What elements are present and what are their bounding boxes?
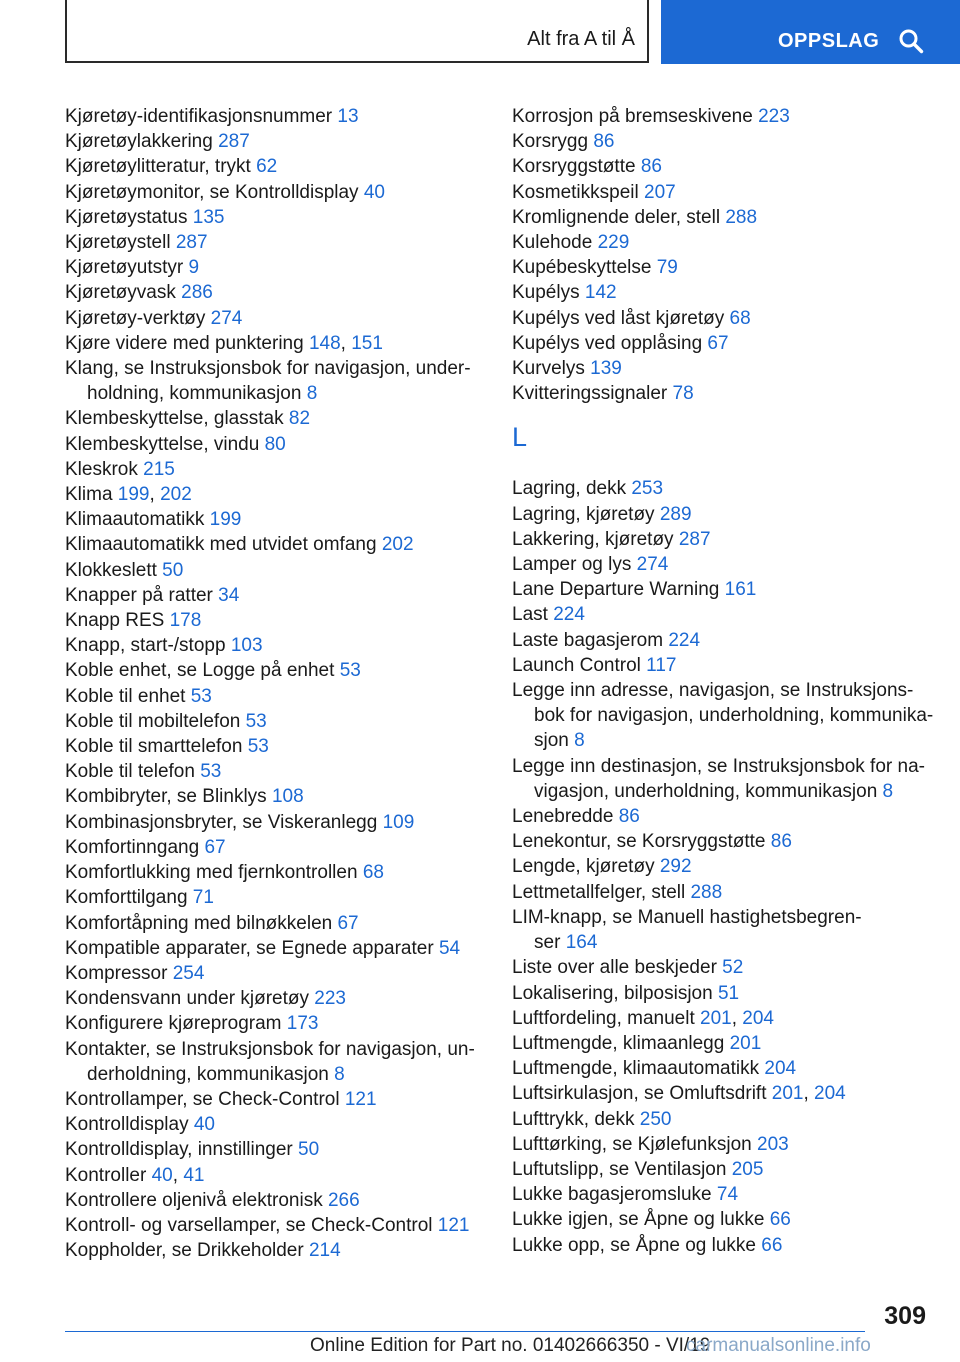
page-link[interactable]: 139 — [590, 358, 622, 380]
index-entry-text: Kombibryter, se Blinklys — [65, 786, 267, 808]
index-group-k — [512, 104, 932, 406]
index-entry-text: Kjøretøylitteratur, trykt — [65, 156, 251, 178]
page-link[interactable]: 204 — [764, 1058, 797, 1080]
index-entry-text: Kontakter, se Instruksjonsbok for navigasjon, un- — [65, 1038, 475, 1060]
index-entry — [65, 835, 485, 860]
index-entry — [65, 154, 485, 179]
index-entry — [65, 911, 485, 936]
index-entry — [512, 230, 932, 255]
index-entry — [65, 180, 485, 205]
page-link[interactable]: 201 — [729, 1032, 762, 1054]
page-link[interactable]: 224 — [553, 604, 585, 626]
page-link[interactable]: 173 — [286, 1013, 319, 1035]
index-entry — [65, 1213, 485, 1238]
index-entry — [512, 1056, 932, 1081]
page-link[interactable]: 199 — [209, 509, 242, 531]
page-link[interactable]: 288 — [690, 881, 723, 903]
index-entry — [65, 633, 485, 658]
index-entry — [65, 784, 485, 809]
index-entry-text: Kurvelys — [512, 358, 585, 380]
page-link[interactable]: 224 — [668, 629, 701, 651]
page-link[interactable]: 41 — [183, 1164, 205, 1186]
index-entry-text: Koble enhet, se Logge på enhet — [65, 660, 335, 682]
index-entry-text: Lamper og lys — [512, 554, 632, 576]
index-entry-text: Kvitteringssignaler — [512, 383, 668, 405]
index-entry-text: Klembeskyttelse, vindu — [65, 433, 260, 455]
index-entry — [65, 205, 485, 230]
index-column-left — [65, 104, 485, 1263]
index-entry — [512, 306, 932, 331]
index-entry-text: ser — [534, 932, 561, 954]
index-entry-text: Lagring, dekk — [512, 478, 627, 500]
index-entry — [65, 860, 485, 885]
page-link[interactable]: 108 — [271, 786, 304, 808]
index-entry-text: Kjøre videre med punktering — [65, 332, 304, 354]
index-entry-text: Klokkeslett — [65, 559, 157, 581]
index-entry-text: Kupélys ved opplåsing — [512, 332, 703, 354]
section-letter-heading: L — [512, 422, 528, 453]
index-entry-text: Lenebredde — [512, 806, 614, 828]
index-entry — [65, 406, 485, 431]
search-icon[interactable] — [898, 28, 924, 54]
page-link[interactable]: 287 — [218, 131, 250, 153]
page-link[interactable]: 62 — [256, 156, 278, 178]
index-entry — [65, 936, 485, 961]
index-entry — [65, 1238, 485, 1263]
index-entry — [512, 1132, 932, 1157]
page-link[interactable]: 67 — [707, 332, 729, 354]
header-chapter-tab[interactable] — [661, 0, 960, 64]
index-entry — [65, 129, 485, 154]
index-entry: Luftfordeling, manuelt 201, 204 — [512, 1007, 774, 1029]
index-entry — [65, 507, 485, 532]
index-entry — [512, 829, 932, 854]
index-entry — [512, 356, 932, 381]
page-link[interactable]: 53 — [245, 710, 267, 732]
index-entry-text: Kontrollere oljenivå elektronisk — [65, 1189, 323, 1211]
page-link[interactable]: 142 — [584, 282, 617, 304]
page-link[interactable]: 207 — [644, 181, 676, 203]
index-entry-text: Legge inn adresse, navigasjon, se Instruksjons- — [512, 680, 914, 702]
page-link[interactable]: 135 — [192, 206, 225, 228]
index-entry — [512, 1157, 932, 1182]
page-link[interactable]: 215 — [143, 458, 175, 480]
page-link[interactable]: 199 — [117, 484, 150, 506]
index-entry-text: Kjøretøy-verktøy — [65, 307, 206, 329]
page-link[interactable]: 86 — [770, 831, 792, 853]
index-entry — [512, 552, 932, 577]
page-link[interactable]: 203 — [757, 1133, 789, 1155]
index-entry-text: Kondensvann under kjøretøy — [65, 988, 309, 1010]
index-entry — [65, 356, 485, 406]
index-entry — [65, 684, 485, 709]
index-entry-text: Lagring, kjøretøy — [512, 503, 655, 525]
index-entry — [65, 608, 485, 633]
page-link[interactable]: 201 — [771, 1083, 804, 1105]
index-entry: Kjøre videre med punktering 148, 151 — [65, 332, 383, 354]
index-entry — [512, 280, 932, 305]
index-entry — [65, 810, 485, 835]
index-entry — [512, 804, 932, 829]
index-entry-text: Kjøretøymonitor, se Kontrolldisplay — [65, 181, 359, 203]
page-link[interactable]: 8 — [306, 383, 318, 405]
index-entry — [512, 331, 932, 356]
index-entry: Kontroller 40, 41 — [65, 1164, 205, 1186]
index-entry-text: Kjøretøyutstyr — [65, 257, 184, 279]
index-entry-text: Luftfordeling, manuelt — [512, 1007, 695, 1029]
index-entry-text: Legge inn destinasjon, se Instruksjonsbok for na- — [512, 755, 925, 777]
page-link[interactable]: 201 — [700, 1007, 732, 1029]
index-entry — [512, 905, 932, 955]
index-entry — [65, 306, 485, 331]
footer-divider — [65, 1331, 865, 1332]
index-entry-text: Klima — [65, 484, 113, 506]
page-link[interactable]: 214 — [308, 1240, 341, 1262]
index-entry-text: Kompressor — [65, 962, 168, 984]
page-link[interactable]: 34 — [218, 584, 240, 606]
index-entry — [65, 885, 485, 910]
index-entry-text: Koble til smarttelefon — [65, 736, 243, 758]
index-entry-text: Kupélys ved låst kjøretøy — [512, 307, 725, 329]
page-link[interactable]: 86 — [640, 156, 662, 178]
index-entry — [65, 432, 485, 457]
page-link[interactable]: 53 — [247, 736, 269, 758]
page-link[interactable]: 274 — [636, 554, 669, 576]
page-link[interactable]: 9 — [188, 257, 200, 279]
index-entry — [512, 476, 932, 501]
page-link[interactable]: 78 — [672, 383, 694, 405]
index-entry-text: Kjøretøyvask — [65, 282, 176, 304]
page-link[interactable]: 274 — [210, 307, 243, 329]
page-link[interactable]: 289 — [659, 503, 692, 525]
index-entry — [512, 129, 932, 154]
index-entry-text: Kupébeskyttelse — [512, 257, 652, 279]
index-entry-text: Lane Departure Warning — [512, 579, 720, 601]
page-link[interactable]: 8 — [574, 730, 585, 752]
page-link[interactable]: 50 — [298, 1139, 320, 1161]
index-entry — [65, 1137, 485, 1162]
index-entry — [512, 1182, 932, 1207]
index-entry-text: Lukke igjen, se Åpne og lukke — [512, 1209, 765, 1231]
page-link[interactable]: 204 — [742, 1007, 774, 1029]
page-link[interactable]: 287 — [175, 232, 208, 254]
index-entry — [65, 583, 485, 608]
page-link[interactable]: 13 — [337, 106, 359, 127]
index-entry — [65, 658, 485, 683]
page-link[interactable]: 66 — [769, 1209, 791, 1231]
page-link[interactable]: 68 — [362, 862, 384, 884]
index-entry-text: Kjøretøylakkering — [65, 131, 213, 153]
page-link[interactable]: 79 — [656, 257, 678, 279]
index-entry-text: Kontrolldisplay, innstillinger — [65, 1139, 293, 1161]
page-link[interactable]: 53 — [200, 761, 222, 783]
page-link[interactable]: 74 — [716, 1184, 739, 1206]
page-link[interactable]: 223 — [758, 106, 790, 127]
page-link[interactable]: 52 — [722, 957, 744, 979]
index-entry — [512, 180, 932, 205]
index-entry-text: Kromlignende deler, stell — [512, 206, 721, 228]
footer-watermark: carmanualsonline.info — [686, 1335, 871, 1356]
index-entry — [65, 759, 485, 784]
page-link[interactable]: 82 — [288, 408, 311, 430]
index-entry-text: Lukke bagasjeromsluke — [512, 1184, 712, 1206]
index-entry-text: Knapper på ratter — [65, 584, 213, 606]
index-entry — [65, 255, 485, 280]
page-link[interactable]: 86 — [593, 131, 615, 153]
page-link[interactable]: 254 — [172, 962, 205, 984]
index-entry-text: vigasjon, underholdning, kommunikasjon — [534, 780, 878, 802]
page-link[interactable]: 121 — [437, 1214, 470, 1236]
index-entry-text: Knapp RES — [65, 610, 165, 632]
index-entry-text: Konfigurere kjøreprogram — [65, 1013, 282, 1035]
index-entry-text: Komfortåpning med bilnøkkelen — [65, 912, 333, 934]
page-link[interactable]: 286 — [181, 282, 213, 304]
page-link[interactable]: 117 — [646, 654, 677, 676]
index-entry — [512, 653, 932, 678]
index-entry — [512, 154, 932, 179]
index-entry-text: Kompatible apparater, se Egnede apparater — [65, 937, 434, 959]
index-entry — [65, 961, 485, 986]
page-link[interactable]: 204 — [814, 1083, 846, 1105]
index-group-l — [512, 476, 932, 1257]
page-link[interactable]: 253 — [631, 478, 664, 500]
index-entry-text: Lukke opp, se Åpne og lukke — [512, 1234, 757, 1256]
index-entry-text: Lokalisering, bilposisjon — [512, 982, 713, 1004]
index-entry — [512, 381, 932, 406]
page-link[interactable]: 151 — [351, 332, 383, 354]
page-link[interactable]: 223 — [314, 988, 346, 1010]
page-link[interactable]: 8 — [334, 1063, 345, 1085]
page-link[interactable]: 53 — [190, 685, 212, 707]
index-entry — [65, 1037, 485, 1087]
index-entry — [512, 527, 932, 552]
index-entry — [512, 628, 932, 653]
page-number: 309 — [884, 1302, 926, 1330]
page-link[interactable]: 178 — [169, 610, 202, 632]
index-entry — [65, 1188, 485, 1213]
page-link[interactable]: 287 — [678, 528, 711, 550]
page-link[interactable]: 40 — [363, 181, 385, 203]
index-entry-text: Korsryggstøtte — [512, 156, 636, 178]
index-entry — [512, 1107, 932, 1132]
index-entry-text: Klimaautomatikk med utvidet omfang — [65, 534, 377, 556]
index-entry-text: bok for navigasjon, underholdning, kommunika- — [534, 705, 934, 727]
index-entry-text: Lufttørking, se Kjølefunksjon — [512, 1133, 752, 1155]
index-column-right — [512, 104, 932, 1258]
page-link[interactable]: 54 — [438, 937, 461, 959]
index-entry-text: Kjøretøystell — [65, 232, 171, 254]
index-entry — [512, 955, 932, 980]
index-entry — [65, 1112, 485, 1137]
index-entry — [512, 255, 932, 280]
index-entry-text: Kontrolldisplay — [65, 1114, 189, 1136]
index-entry-text: Luftmengde, klimaanlegg — [512, 1032, 725, 1054]
index-entry-text: Kontroller — [65, 1164, 147, 1186]
index-entry — [512, 205, 932, 230]
page-link[interactable]: 250 — [639, 1108, 672, 1130]
page-link[interactable]: 161 — [724, 579, 757, 601]
index-entry — [65, 104, 485, 129]
chapter-title: OPPSLAG — [778, 30, 880, 52]
footer-edition-text: Online Edition for Part no. 01402666350 - VI/19 — [310, 1335, 711, 1356]
index-entry-text: sjon — [534, 730, 569, 752]
page-link[interactable]: 67 — [337, 912, 359, 934]
index-entry-text: Launch Control — [512, 654, 641, 676]
page-link[interactable]: 288 — [725, 206, 758, 228]
page-link[interactable]: 229 — [597, 232, 630, 254]
page-link[interactable]: 202 — [160, 484, 192, 506]
index-entry — [65, 1011, 485, 1036]
index-entry-text: Korrosjon på bremseskivene — [512, 106, 753, 127]
index-entry — [512, 1233, 932, 1258]
index-entry-text: Komforttilgang — [65, 887, 188, 909]
index-entry-text: Klang, se Instruksjonsbok for navigasjon, under- — [65, 358, 471, 380]
page-link[interactable]: 266 — [327, 1189, 360, 1211]
index-entry-text: Korsrygg — [512, 131, 589, 153]
index-entry — [65, 532, 485, 557]
index-entry — [65, 709, 485, 734]
page-link[interactable]: 50 — [162, 559, 184, 581]
index-entry — [65, 558, 485, 583]
index-entry-text: Kontrollamper, se Check-Control — [65, 1088, 340, 1110]
page-link[interactable]: 67 — [204, 836, 226, 858]
index-entry — [512, 1031, 932, 1056]
index-entry-text: Kulehode — [512, 232, 593, 254]
index-entry-text: Kleskrok — [65, 458, 138, 480]
page-link[interactable]: 202 — [381, 534, 414, 556]
page-link[interactable]: 148 — [308, 332, 341, 354]
page-link[interactable]: 80 — [264, 433, 286, 455]
index-entry-text: Klimaautomatikk — [65, 509, 205, 531]
index-entry-text: Luftsirkulasjon, se Omluftsdrift — [512, 1083, 767, 1105]
index-entry — [65, 457, 485, 482]
index-entry — [512, 104, 932, 129]
page-link[interactable]: 40 — [193, 1114, 215, 1136]
page-link[interactable]: 66 — [761, 1234, 783, 1256]
index-entry-text: Last — [512, 604, 548, 626]
index-entry — [65, 986, 485, 1011]
page-link[interactable]: 292 — [659, 856, 692, 878]
index-entry — [512, 1207, 932, 1232]
page-link[interactable]: 205 — [731, 1158, 764, 1180]
index-entry — [512, 577, 932, 602]
index-entry-text: Lufttrykk, dekk — [512, 1108, 635, 1130]
index-entry — [65, 1087, 485, 1112]
page-link[interactable]: 68 — [729, 307, 751, 329]
index-entry-text: Kontroll- og varsellamper, se Check-Control — [65, 1214, 433, 1236]
page-link[interactable]: 109 — [382, 811, 415, 833]
index-entry — [512, 754, 932, 804]
index-entry — [512, 981, 932, 1006]
index-entry-text: Lettmetallfelger, stell — [512, 881, 686, 903]
index-entry — [65, 230, 485, 255]
index-entry-text: Koble til enhet — [65, 685, 186, 707]
index-entry-text: Kosmetikkspeil — [512, 181, 639, 203]
index-entry-text: Kupélys — [512, 282, 580, 304]
index-entry — [512, 854, 932, 879]
index-entry: Klima 199, 202 — [65, 484, 192, 506]
page-link[interactable]: 53 — [339, 660, 361, 682]
page-link[interactable]: 121 — [344, 1088, 377, 1110]
page-link[interactable]: 40 — [151, 1164, 173, 1186]
index-entry: Luftsirkulasjon, se Omluftsdrift 201, 204 — [512, 1083, 846, 1105]
index-entry-text: Lengde, kjøretøy — [512, 856, 655, 878]
index-entry-text: LIM-knapp, se Manuell hastighetsbegren- — [512, 906, 862, 928]
index-entry-text: Lakkering, kjøretøy — [512, 528, 674, 550]
index-entry-text: Komfortlukking med fjernkontrollen — [65, 862, 358, 884]
page-link[interactable]: 86 — [618, 806, 640, 828]
index-entry-text: Liste over alle beskjeder — [512, 957, 717, 979]
index-entry-text: Kombinasjonsbryter, se Viskeranlegg — [65, 811, 378, 833]
index-entry — [512, 602, 932, 627]
index-entry — [512, 880, 932, 905]
section-title: Alt fra A til Å — [527, 28, 635, 50]
header-section-box — [65, 0, 649, 63]
index-entry-text: Laste bagasjerom — [512, 629, 664, 651]
index-entry — [512, 678, 932, 754]
index-entry-text: Koble til telefon — [65, 761, 195, 783]
index-entry-text: Kjøretøystatus — [65, 206, 188, 228]
index-entry-text: Komfortinngang — [65, 836, 200, 858]
page-link[interactable]: 164 — [565, 932, 598, 954]
page-link[interactable]: 51 — [717, 982, 740, 1004]
index-entry-text: Luftmengde, klimaautomatikk — [512, 1058, 760, 1080]
index-entry-text: Koppholder, se Drikkeholder — [65, 1240, 304, 1262]
index-entry — [65, 734, 485, 759]
index-entry-text: Knapp, start-/stopp — [65, 635, 226, 657]
page-link[interactable]: 8 — [882, 780, 894, 802]
index-entry — [65, 280, 485, 305]
index-entry-text: Kjøretøy-identifikasjonsnummer — [65, 106, 333, 127]
index-entry-text: Lenekontur, se Korsryggstøtte — [512, 831, 766, 853]
page-link[interactable]: 71 — [192, 887, 214, 909]
index-entry-text: Koble til mobiltelefon — [65, 710, 241, 732]
index-entry-text: Luftutslipp, se Ventilasjon — [512, 1158, 727, 1180]
index-entry — [512, 502, 932, 527]
index-entry-text: Klembeskyttelse, glasstak — [65, 408, 284, 430]
index-entry-text: holdning, kommunikasjon — [87, 383, 302, 405]
page-link[interactable]: 103 — [230, 635, 263, 657]
index-entry-text: derholdning, kommunikasjon — [87, 1063, 329, 1085]
